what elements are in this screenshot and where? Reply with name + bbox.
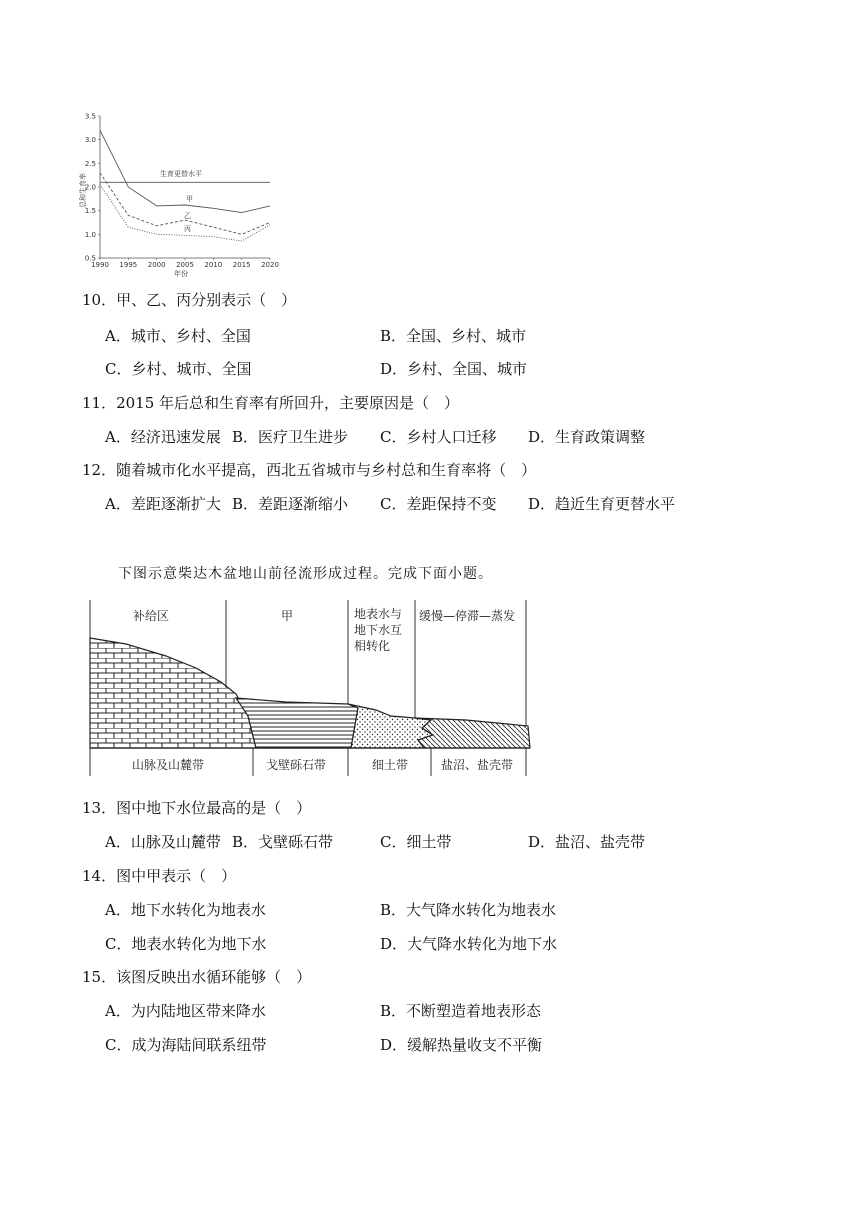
series-label-yi: 乙	[184, 212, 191, 220]
y-tick-label: 3.0	[84, 136, 96, 145]
q11-option-d[interactable]: D．生育政策调整	[528, 428, 646, 446]
q12-option-c[interactable]: C．差距保持不变	[380, 495, 497, 513]
question-14-stem: 14．图中甲表示（ ）	[82, 867, 237, 885]
q12-option-b[interactable]: B．差距逐渐缩小	[232, 495, 349, 513]
chart-axes	[85, 113, 279, 270]
q14-option-c[interactable]: C．地表水转化为地下水	[105, 935, 267, 953]
q15-option-b[interactable]: B．不断塑造着地表形态	[380, 1002, 542, 1020]
zone-label-exchange-1: 地表水与	[354, 607, 403, 621]
q14-option-d[interactable]: D．大气降水转化为地下水	[380, 935, 558, 953]
q15-option-c[interactable]: C．成为海陆间联系纽带	[105, 1036, 267, 1054]
question-12-stem: 12．随着城市化水平提高，西北五省城市与乡村总和生育率将（ ）	[82, 461, 537, 479]
x-tick-label: 2015	[232, 261, 251, 269]
q13-option-b[interactable]: B．戈壁砾石带	[232, 833, 334, 851]
q10-option-d[interactable]: D．乡村、全国、城市	[380, 360, 528, 378]
x-tick-label: 2010	[204, 261, 223, 269]
q13-option-a[interactable]: A．山脉及山麓带	[105, 833, 221, 851]
zone-label-gobi: 戈壁砾石带	[266, 758, 327, 772]
y-tick-label: 1.0	[84, 230, 96, 239]
y-tick-label: 0.5	[84, 254, 96, 263]
q15-option-a[interactable]: A．为内陆地区带来降水	[105, 1002, 266, 1020]
q15-option-d[interactable]: D．缓解热量收支不平衡	[380, 1036, 543, 1054]
y-tick-label: 2.0	[84, 183, 96, 192]
series-label-bing: 丙	[184, 225, 191, 233]
question-11-stem: 11．2015 年后总和生育率有所回升，主要原因是（ ）	[82, 394, 460, 412]
salt-marsh-layer	[415, 718, 530, 748]
runoff-diagram	[86, 598, 536, 780]
zone-label-mountain: 山脉及山麓带	[132, 758, 205, 772]
series-label-jia: 甲	[186, 195, 193, 203]
q14-option-a[interactable]: A．地下水转化为地表水	[105, 901, 266, 919]
q10-option-b[interactable]: B．全国、乡村、城市	[380, 327, 527, 345]
zone-label-evaporation: 缓慢—停滞—蒸发	[419, 609, 516, 623]
question-15-stem: 15．该图反映出水循环能够（ ）	[82, 968, 312, 986]
x-tick-label: 2005	[176, 261, 194, 269]
y-tick-label: 1.5	[84, 207, 96, 216]
x-axis-label: 年份	[174, 270, 188, 278]
mountain-bedrock	[90, 638, 256, 748]
section-intro: 下图示意柴达木盆地山前径流形成过程。完成下面小题。	[118, 566, 493, 582]
zone-label-salt-marsh: 盐沼、盐壳带	[441, 758, 514, 772]
zone-label-fine-soil: 细土带	[372, 758, 409, 772]
fertility-rate-chart	[78, 108, 288, 278]
zone-label-exchange-2: 地下水互	[354, 623, 403, 637]
q12-option-a[interactable]: A．差距逐渐扩大	[105, 495, 221, 513]
gobi-gravel-layer	[236, 698, 358, 748]
q11-option-c[interactable]: C．乡村人口迁移	[380, 428, 497, 446]
q10-option-a[interactable]: A．城市、乡村、全国	[105, 327, 251, 345]
y-tick-label: 2.5	[84, 159, 96, 168]
question-13-stem: 13．图中地下水位最高的是（ ）	[82, 799, 312, 817]
x-tick-label: 1995	[119, 261, 138, 269]
reference-line-label: 生育更替水平	[160, 170, 202, 178]
y-axis-label: 总和生育率	[79, 173, 87, 208]
zone-label-jia: 甲	[281, 609, 294, 623]
question-10-stem: 10．甲、乙、丙分别表示（ ）	[82, 291, 297, 309]
q13-option-d[interactable]: D．盐沼、盐壳带	[528, 833, 646, 851]
q12-option-d[interactable]: D．趋近生育更替水平	[528, 495, 676, 513]
y-tick-label: 3.5	[84, 112, 96, 121]
x-tick-label: 1990	[91, 261, 109, 269]
x-tick-label: 2020	[261, 261, 279, 269]
x-tick-label: 2000	[147, 261, 166, 269]
q11-option-b[interactable]: B．医疗卫生进步	[232, 428, 349, 446]
q14-option-b[interactable]: B．大气降水转化为地表水	[380, 901, 557, 919]
zone-label-recharge: 补给区	[133, 609, 170, 623]
q10-option-c[interactable]: C．乡村、城市、全国	[105, 360, 252, 378]
q11-option-a[interactable]: A．经济迅速发展	[105, 428, 221, 446]
zone-label-exchange-3: 相转化	[354, 639, 391, 653]
q13-option-c[interactable]: C．细土带	[380, 833, 452, 851]
